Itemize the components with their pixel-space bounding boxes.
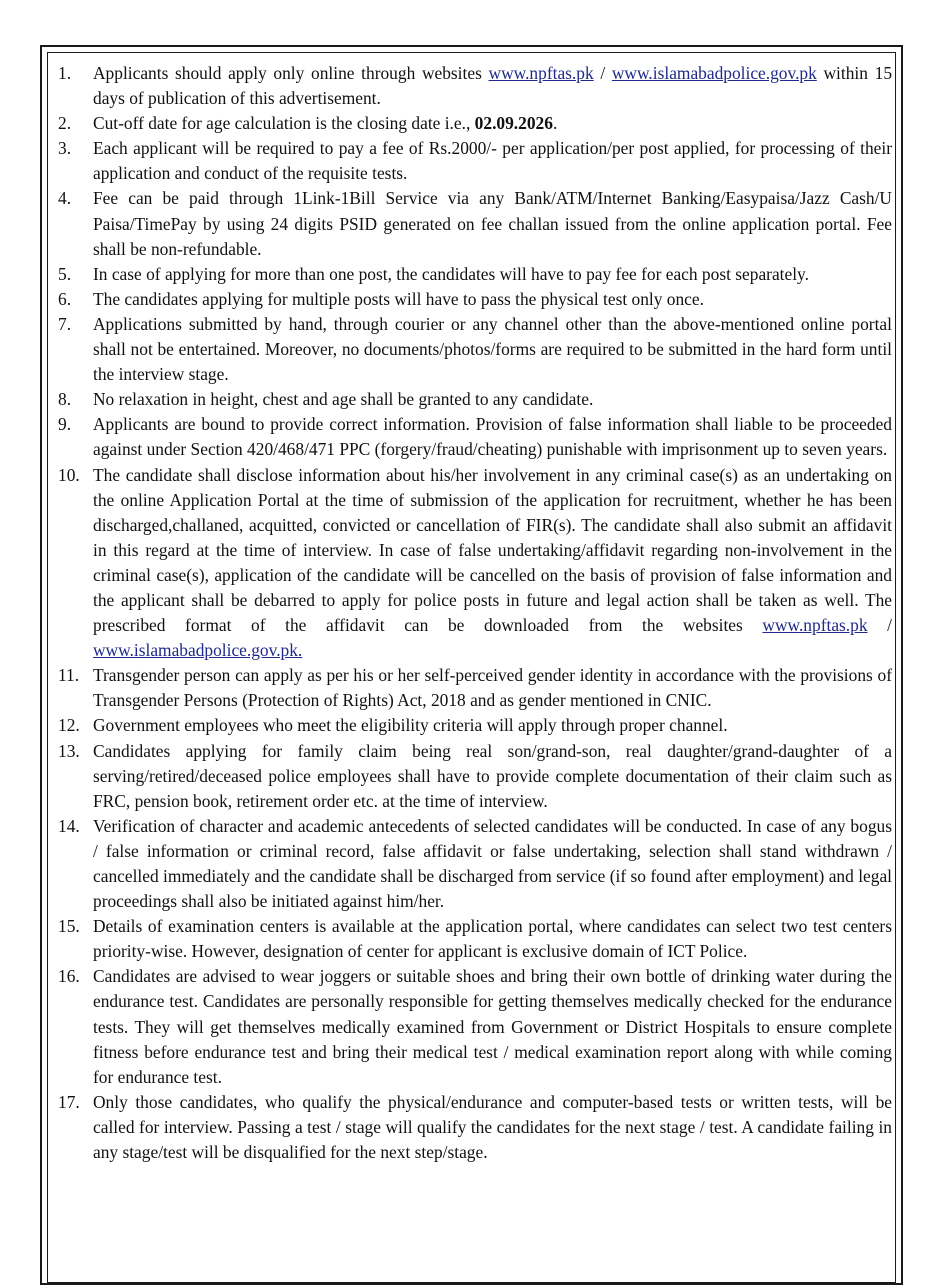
instruction-item — [58, 412, 892, 462]
text-segment: The candidates applying for multiple posts will have to pass the physical test only once. — [93, 288, 704, 309]
instruction-item — [58, 814, 892, 914]
instruction-number: 3. — [58, 138, 72, 159]
instruction-number: 9. — [58, 414, 72, 435]
instruction-number: 15. — [58, 916, 80, 937]
document-inner-border — [47, 52, 896, 1283]
website-link[interactable]: www.islamabadpolice.gov.pk. — [93, 640, 303, 661]
instruction-text — [93, 111, 892, 136]
text-segment: Details of examination centers is available at the application portal, where candidates can select two test centers priority-wise. However, designation of center for applicant is exclusive domain of ICT Police. — [93, 916, 892, 962]
text-segment: Government employees who meet the eligibility criteria will apply through proper channel. — [93, 715, 728, 736]
closing-date: 02.09.2026 — [474, 113, 553, 134]
instruction-item — [58, 914, 892, 964]
text-segment: In case of applying for more than one post, the candidates will have to pay fee for each post separately. — [93, 263, 809, 284]
instruction-text — [93, 136, 892, 186]
instruction-text — [93, 61, 892, 111]
document-outer-border — [40, 45, 903, 1285]
instruction-text — [93, 312, 892, 387]
text-segment: Applications submitted by hand, through courier or any channel other than the above-mentioned online portal shall not be entertained. Moreover, no documents/photos/forms are required to be submitted in the hard form until the interview stage. — [93, 313, 892, 385]
instruction-item — [58, 312, 892, 387]
text-segment: . — [552, 113, 558, 134]
instruction-text — [93, 739, 892, 814]
instruction-text — [93, 814, 892, 914]
text-segment: Cut-off date for age calculation is the closing date i.e., — [93, 113, 475, 134]
text-segment: / — [867, 615, 892, 636]
text-segment: No relaxation in height, chest and age shall be granted to any candidate. — [93, 389, 594, 410]
instruction-text — [93, 663, 892, 713]
instruction-number: 13. — [58, 740, 80, 761]
website-link[interactable]: www.npftas.pk — [762, 615, 868, 636]
instruction-text — [93, 463, 892, 664]
instruction-item — [58, 1090, 892, 1165]
text-segment: Applicants should apply only online through websites — [93, 63, 489, 83]
instructions-list — [58, 61, 892, 1165]
instruction-text — [93, 186, 892, 261]
instruction-text — [93, 262, 892, 287]
instruction-number: 5. — [58, 263, 72, 284]
instruction-number: 17. — [58, 1091, 80, 1112]
text-segment: Candidates applying for family claim being real son/grand-son, real daughter/grand-daughter of a serving/retired/deceased police employees shall have to provide complete documentation of their claim such as FRC, pension book, retirement order etc. at the time of interview. — [93, 740, 892, 811]
instruction-item — [58, 111, 892, 136]
instruction-item — [58, 61, 892, 111]
instruction-item — [58, 739, 892, 814]
text-segment: Each applicant will be required to pay a fee of Rs.2000/- per application/per post applied, for processing of their application and conduct of the requisite tests. — [93, 138, 892, 184]
instruction-number: 10. — [58, 464, 80, 485]
text-segment: Verification of character and academic antecedents of selected candidates will be conducted. In case of any bogus / false information or criminal record, false affidavit or false undertaking, selection shall stand withdrawn / cancelled immediately and the candidate shall be discharged from service (if so found after employment) and legal proceedings shall also be initiated against him/her. — [93, 815, 892, 912]
instruction-text — [93, 387, 892, 412]
instruction-number: 14. — [58, 815, 80, 836]
instruction-number: 11. — [58, 665, 80, 686]
text-segment: within 15 days of publication of this advertisement. — [93, 63, 893, 109]
instruction-text — [93, 713, 892, 738]
instruction-number: 6. — [58, 288, 72, 309]
website-link[interactable]: www.npftas.pk — [488, 63, 594, 83]
instruction-item — [58, 287, 892, 312]
text-segment: Only those candidates, who qualify the physical/endurance and computer-based tests or written tests, will be called for interview. Passing a test / stage will qualify the candidates for the next stage / test. A candidate failing in any stage/test will be disqualified for the next step/stage. — [93, 1091, 892, 1163]
instruction-item — [58, 713, 892, 738]
instruction-number: 7. — [58, 313, 72, 334]
instruction-number: 4. — [58, 188, 72, 209]
instruction-number: 8. — [58, 389, 72, 410]
text-segment: Fee can be paid through 1Link-1Bill Service via any Bank/ATM/Internet Banking/Easypaisa/Jazz Cash/U Paisa/TimePay by using 24 digits PSID generated on fee challan issued from the online application portal. Fee shall be non-refundable. — [93, 188, 892, 259]
instruction-item — [58, 964, 892, 1089]
website-link[interactable]: www.islamabadpolice.gov.pk — [611, 63, 817, 83]
text-segment: The candidate shall disclose information about his/her involvement in any criminal case(s) as an undertaking on the online Application Portal at the time of submission of the application for recruitment, whether he has been discharged,challaned, acquitted, convicted or cancellation of FIR(s). The candidate shall also submit an affidavit in this regard at the time of interview. In case of false undertaking/affidavit regarding non-involvement in the criminal case(s), application of the candidate will be cancelled on the basis of provision of false information and the applicant shall be debarred to apply for police posts in future and legal action shall be taken as well. The prescribed format of the affidavit can be downloaded from the websites — [93, 464, 892, 636]
instruction-text — [93, 1090, 892, 1165]
text-segment: Transgender person can apply as per his or her self-perceived gender identity in accordance with the provisions of Transgender Persons (Protection of Rights) Act, 2018 and as gender mentioned in CNIC. — [93, 665, 892, 711]
instruction-item — [58, 186, 892, 261]
text-segment: Candidates are advised to wear joggers or suitable shoes and bring their own bottle of drinking water during the endurance test. Candidates are personally responsible for getting themselves medically checked for the endurance tests. They will get themselves medically examined from Government or District Hospitals to ensure complete fitness before endurance test and bring their medical test / medical examination report along with while coming for endurance test. — [93, 966, 892, 1087]
instruction-number: 16. — [58, 966, 80, 987]
instruction-text — [93, 287, 892, 312]
instruction-item — [58, 262, 892, 287]
text-segment: Applicants are bound to provide correct information. Provision of false information shall liable to be proceeded against under Section 420/468/471 PPC (forgery/fraud/cheating) punishable with imprisonment up to seven years. — [93, 414, 892, 460]
instruction-text — [93, 412, 892, 462]
instruction-number: 2. — [58, 113, 72, 134]
instruction-text — [93, 964, 892, 1089]
instruction-number: 1. — [58, 63, 72, 83]
instruction-item — [58, 663, 892, 713]
instruction-item — [58, 463, 892, 664]
instruction-item — [58, 136, 892, 186]
instruction-text — [93, 914, 892, 964]
instruction-item — [58, 387, 892, 412]
text-segment: / — [593, 63, 612, 83]
instruction-number: 12. — [58, 715, 80, 736]
